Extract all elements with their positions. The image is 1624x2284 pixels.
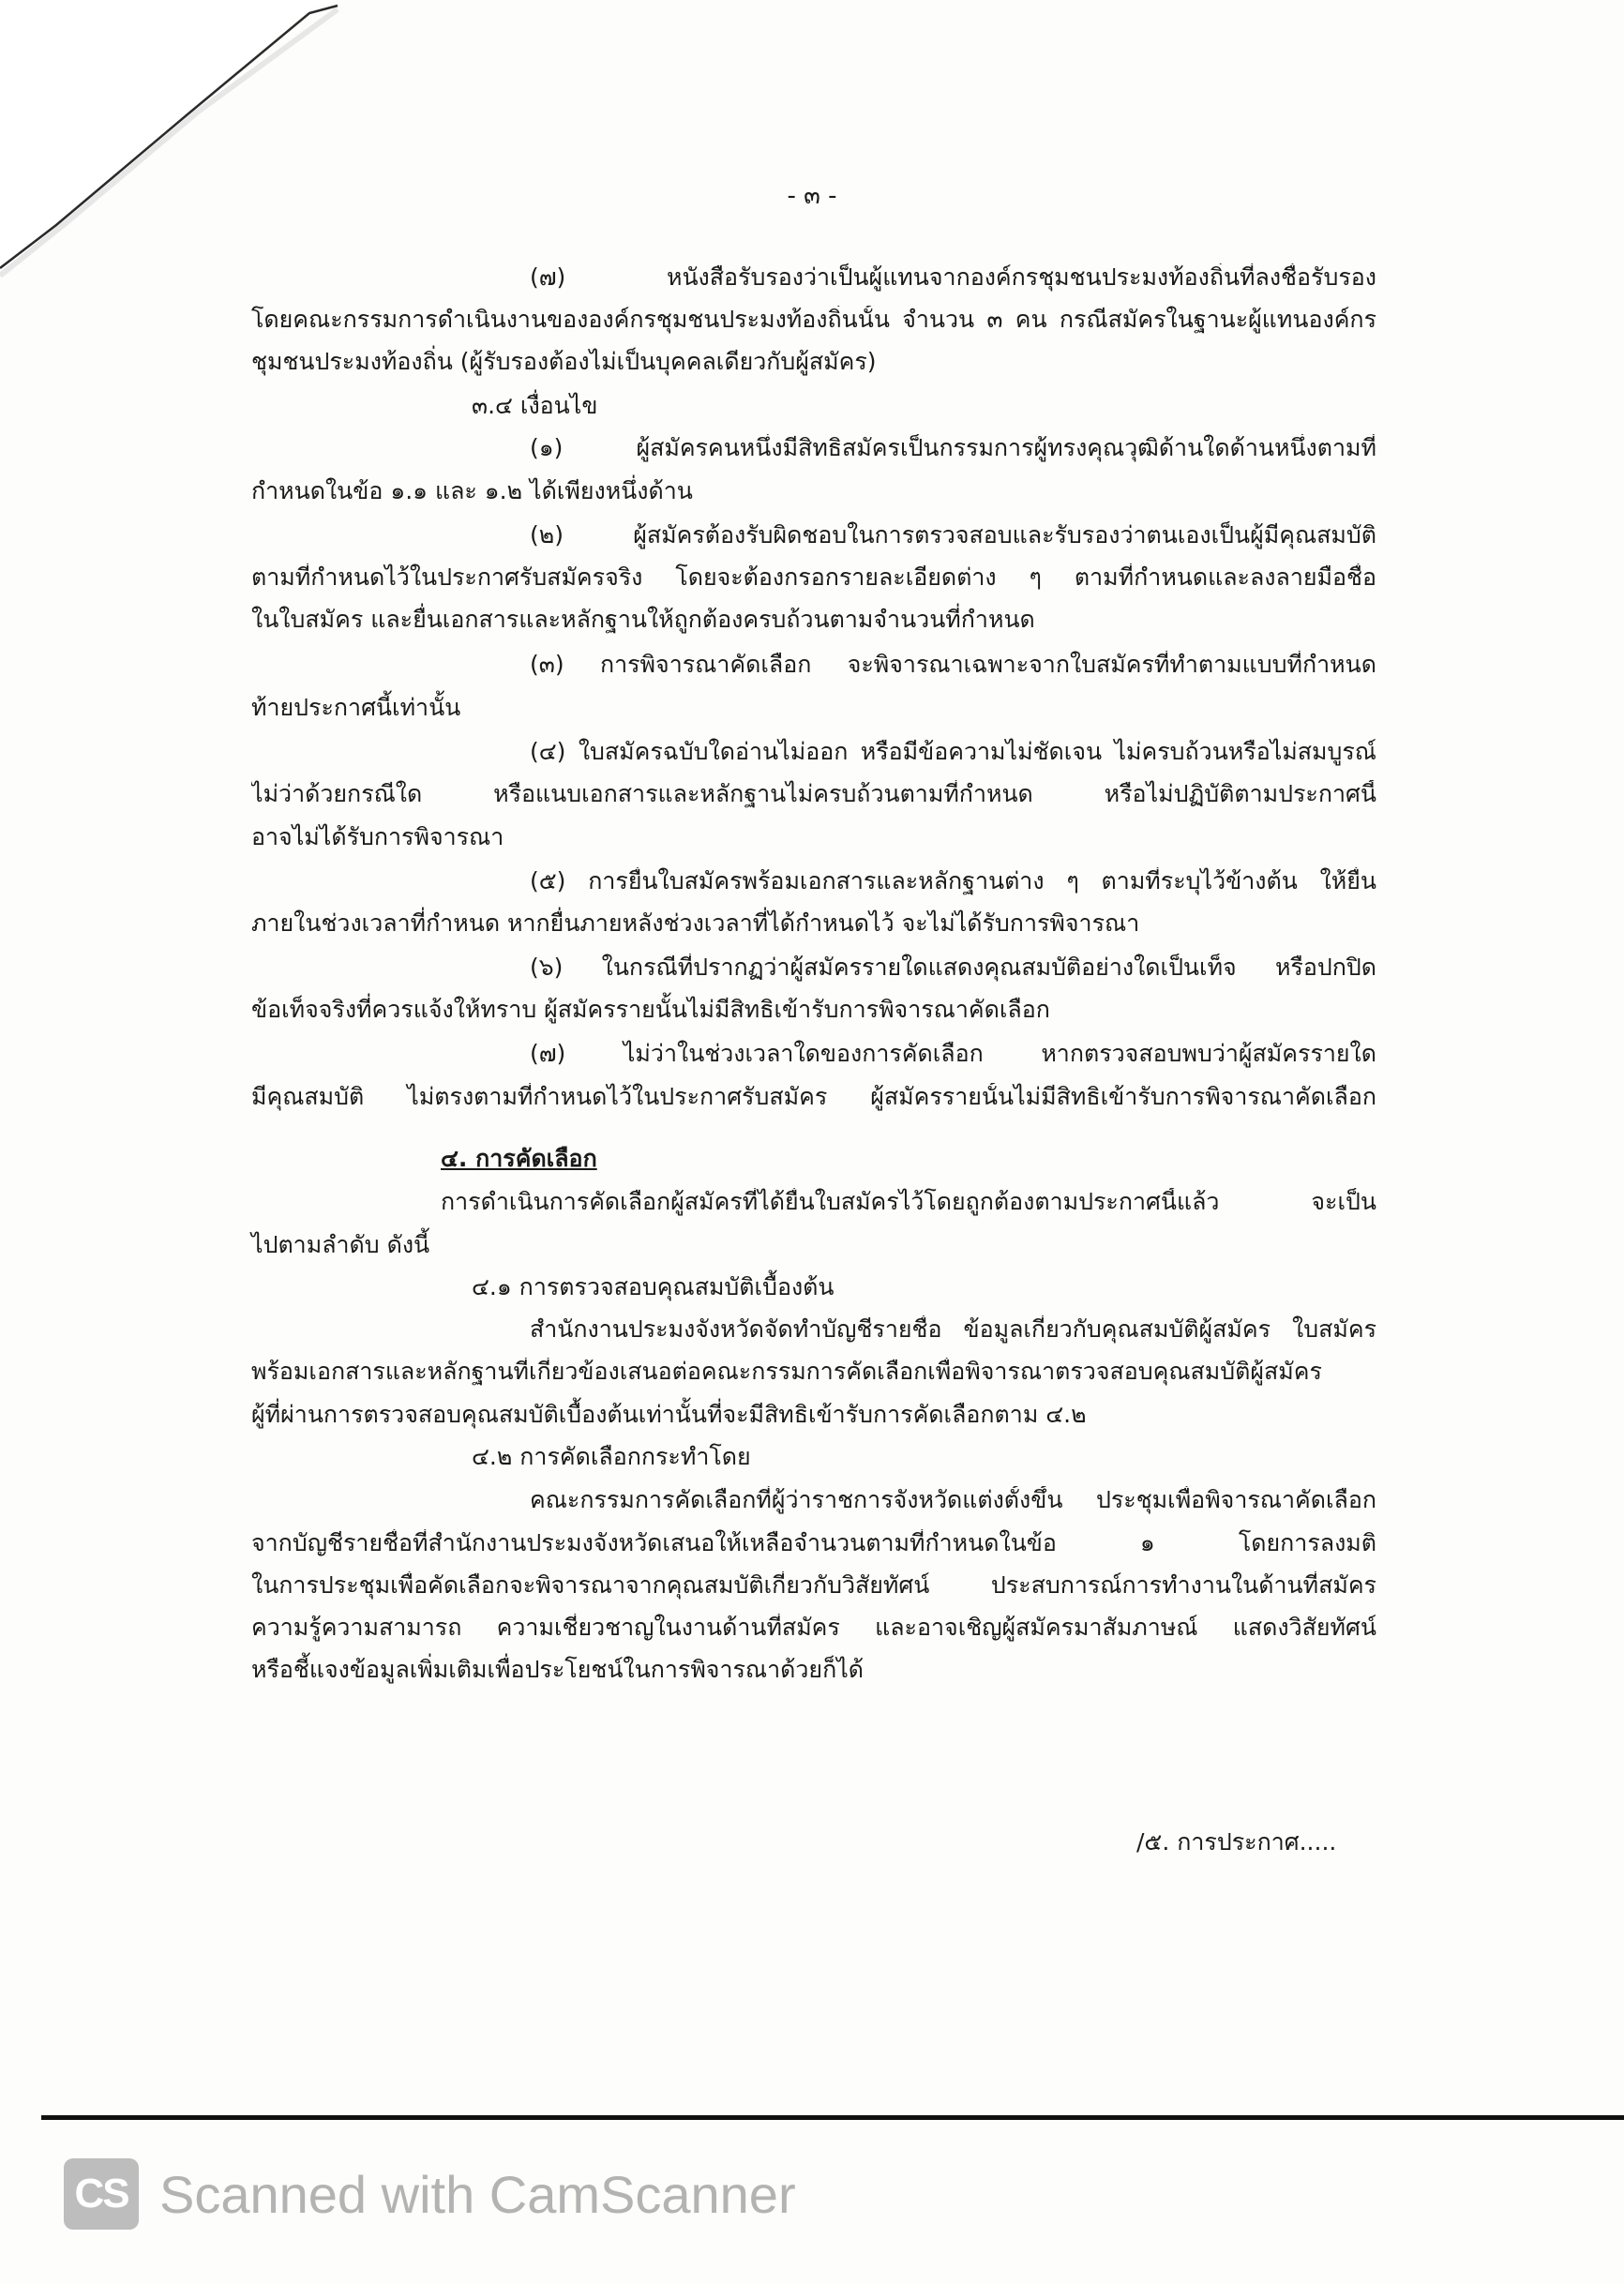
subsection-title: ๔.๑ การตรวจสอบคุณสมบัติเบื้องต้น	[472, 1273, 835, 1300]
subsection-title: ๔.๒ การคัดเลือกกระทำโดย	[472, 1443, 751, 1470]
body-line: ในใบสมัคร และยื่นเอกสารและหลักฐานให้ถูกต้องครบถ้วนตามจำนวนที่กำหนด	[251, 606, 1035, 633]
body-line: อาจไม่ได้รับการพิจารณา	[251, 823, 504, 850]
body-line: จากบัญชีรายชื่อที่สำนักงานประมงจังหวัดเสนอให้เหลือจำนวนตามที่กำหนดในข้อ ๑ โดยการลงมติ	[251, 1529, 1376, 1556]
body-line: (๖) ในกรณีที่ปรากฏว่าผู้สมัครรายใดแสดงคุณสมบัติอย่างใดเป็นเท็จ หรือปกปิด	[530, 954, 1376, 981]
body-line: ในการประชุมเพื่อคัดเลือกจะพิจารณาจากคุณสมบัติเกี่ยวกับวิสัยทัศน์ ประสบการณ์การทำงานในด้านที่สมัคร	[251, 1571, 1376, 1599]
body-line: หรือชี้แจงข้อมูลเพิ่มเติมเพื่อประโยชน์ในการพิจารณาด้วยก็ได้	[251, 1656, 865, 1683]
section-heading: ๔. การคัดเลือก	[441, 1145, 597, 1172]
body-line: (๕) การยื่นใบสมัครพร้อมเอกสารและหลักฐานต่าง ๆ ตามที่ระบุไว้ข้างต้น ให้ยื่น	[530, 867, 1376, 894]
body-line: คณะกรรมการคัดเลือกที่ผู้ว่าราชการจังหวัดแต่งตั้งขึ้น ประชุมเพื่อพิจารณาคัดเลือก	[530, 1486, 1376, 1513]
body-line: (๗) หนังสือรับรองว่าเป็นผู้แทนจากองค์กรชุมชนประมงท้องถิ่นที่ลงชื่อรับรอง	[530, 263, 1376, 291]
body-line: ข้อเท็จจริงที่ควรแจ้งให้ทราบ ผู้สมัครรายนั้นไม่มีสิทธิเข้ารับการพิจารณาคัดเลือก	[251, 996, 1050, 1023]
body-line: (๑) ผู้สมัครคนหนึ่งมีสิทธิสมัครเป็นกรรมการผู้ทรงคุณวุฒิด้านใดด้านหนึ่งตามที่	[530, 434, 1376, 461]
camscanner-watermark	[64, 2158, 796, 2230]
body-line: สำนักงานประมงจังหวัดจัดทำบัญชีรายชื่อ ข้อมูลเกี่ยวกับคุณสมบัติผู้สมัคร ใบสมัคร	[530, 1315, 1376, 1343]
page-number: - ๓ -	[787, 182, 837, 210]
body-line: มีคุณสมบัติ ไม่ตรงตามที่กำหนดไว้ในประกาศรับสมัคร ผู้สมัครรายนั้นไม่มีสิทธิเข้ารับการพิจารณาคัดเลือก	[251, 1083, 1376, 1110]
page-bottom-edge	[41, 2115, 1624, 2120]
subsection-title: ๓.๔ เงื่อนไข	[472, 392, 598, 419]
body-line: โดยคณะกรรมการดำเนินงานขององค์กรชุมชนประมงท้องถิ่นนั้น จำนวน ๓ คน กรณีสมัครในฐานะผู้แทนองค์กร	[251, 306, 1376, 333]
body-line: (๓) การพิจารณาคัดเลือก จะพิจารณาเฉพาะจากใบสมัครที่ทำตามแบบที่กำหนด	[530, 651, 1376, 678]
continuation-marker: /๕. การประกาศ.....	[1136, 1828, 1337, 1856]
body-line: ผู้ที่ผ่านการตรวจสอบคุณสมบัติเบื้องต้นเท่านั้นที่จะมีสิทธิเข้ารับการคัดเลือกตาม ๔.๒	[251, 1401, 1087, 1428]
body-line: (๗) ไม่ว่าในช่วงเวลาใดของการคัดเลือก หากตรวจสอบพบว่าผู้สมัครรายใด	[530, 1040, 1376, 1067]
body-line: (๔) ใบสมัครฉบับใดอ่านไม่ออก หรือมีข้อความไม่ชัดเจน ไม่ครบถ้วนหรือไม่สมบูรณ์	[530, 738, 1376, 765]
body-line: การดำเนินการคัดเลือกผู้สมัครที่ได้ยื่นใบสมัครไว้โดยถูกต้องตามประกาศนี้แล้ว จะเป็น	[441, 1188, 1376, 1215]
body-line: (๒) ผู้สมัครต้องรับผิดชอบในการตรวจสอบและรับรองว่าตนเองเป็นผู้มีคุณสมบัติ	[530, 521, 1376, 548]
camscanner-logo-icon: CS	[64, 2158, 139, 2230]
body-line: กำหนดในข้อ ๑.๑ และ ๑.๒ ได้เพียงหนึ่งด้าน	[251, 477, 693, 504]
body-line: พร้อมเอกสารและหลักฐานที่เกี่ยวข้องเสนอต่อคณะกรรมการคัดเลือกเพื่อพิจารณาตรวจสอบคุณสมบัติผู้สมัคร	[251, 1358, 1322, 1385]
body-line: ชุมชนประมงท้องถิ่น (ผู้รับรองต้องไม่เป็นบุคคลเดียวกับผู้สมัคร)	[251, 348, 877, 375]
body-line: ท้ายประกาศนี้เท่านั้น	[251, 694, 461, 721]
body-line: ภายในช่วงเวลาที่กำหนด หากยื่นภายหลังช่วงเวลาที่ได้กำหนดไว้ จะไม่ได้รับการพิจารณา	[251, 909, 1140, 937]
body-line: ไปตามลำดับ ดังนี้	[251, 1231, 430, 1258]
body-line: ไม่ว่าด้วยกรณีใด หรือแนบเอกสารและหลักฐานไม่ครบถ้วนตามที่กำหนด หรือไม่ปฏิบัติตามประกาศนี้	[251, 780, 1376, 807]
watermark-text: Scanned with CamScanner	[159, 2164, 796, 2224]
body-line: ความรู้ความสามารถ ความเชี่ยวชาญในงานด้านที่สมัคร และอาจเชิญผู้สมัครมาสัมภาษณ์ แสดงวิสัยทัศน์	[251, 1614, 1376, 1641]
body-line: ตามที่กำหนดไว้ในประกาศรับสมัครจริง โดยจะต้องกรอกรายละเอียดต่าง ๆ ตามที่กำหนดและลงลายมือชื่อ	[251, 563, 1376, 591]
